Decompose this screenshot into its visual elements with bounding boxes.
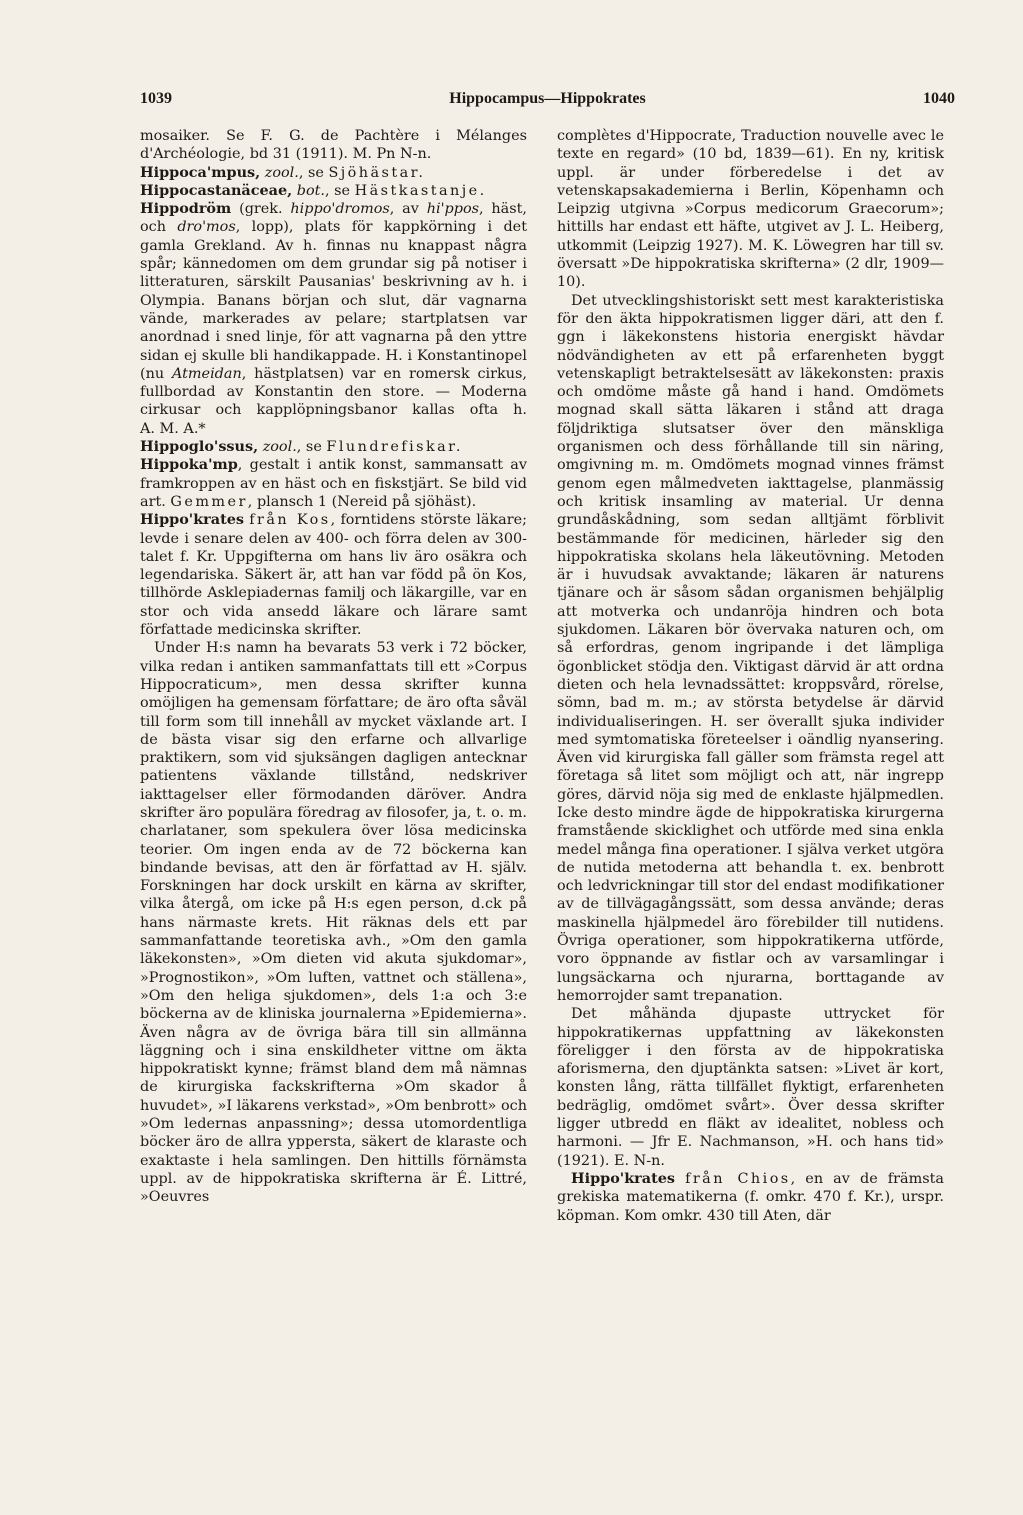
left-column <box>140 127 527 1207</box>
entry-hippokamp: Hippoka'mp, gestalt i antik konst, sammansatt av framkroppen av en häst och en fiskstjärt. Se bild vid art. Gemmer, plansch 1 (Nereid på sjöhäst). <box>140 456 527 510</box>
paragraph: Det utvecklingshistoriskt sett mest karakteristiska för den äkta hippokratismen ligger däri, att den f. ggn i läkekonstens historia energiskt hävdar nödvändigheten av ett på erfarenheten byggt vetenskapligt betraktelsesätt av läkekonsten: praxis och omdöme måste gå hand i hand. Omdömets mognad skall sätta läkaren i stånd att draga följdriktiga slutsatser över den mänskliga organismen och dess förhållande till sin näring, omgivning m. m. Omdömets mognad vinnes främst genom egen målmedveten iakttagelse, planmässig och kritisk insamling av material. Ur denna grundåskådning, som sedan alltjämt förblivit bestämmande för medicinen, härleder sig den hippokratiska skolans hela läkeutövning. Metoden är i huvudsak avvaktande; läkaren är naturens tjänare och är såsom sådan organismen behjälplig att motverka och undanröja hindren och bota sjukdomen. Läkaren bör övervaka naturen och, om så erfordras, genom ingripande i det lämpliga ögonblicket stödja den. Viktigast därvid är att ordna dieten och hela levnadssättet: kroppsvård, rörelse, sömn, bad m. m.; av största betydelse är därvid individualiseringen. H. ser överallt sjuka individer med symtomatiska företeelser i oändlig nyansering. Även vid kirurgiska fall gäller som främsta regel att företaga så litet som möjligt och att, när ingrepp göres, därvid nöja sig med de enklaste hjälpmedlen. Icke desto mindre ägde de hippokratiska kirurgerna framstående skicklighet och utförde med sina enkla medel många fina operationer. I själva verket utgöra de nutida metoderna att behandla t. ex. benbrott och ledvrickningar till stor del endast modifikationer av de tillvägagångssätt, som dessa använde; deras maskinella hjälpmedel äro förebilder till nutidens. Övriga operationer, som hippokratikerna utförde, voro öppnande av fistlar och av varsamlingar i lungsäckarna och njurarna, borttagande av hemorrojder samt trepanation. <box>557 292 944 1004</box>
running-title: Hippocampus—Hippokrates <box>449 90 646 107</box>
headword: Hippoka'mp <box>140 456 238 474</box>
entry-hippoglossus: Hippoglo'ssus, zool., se Flundrefiskar. <box>140 438 463 456</box>
headword: Hippo'krates <box>140 511 244 529</box>
entry-hippokrates-chios: Hippo'krates från Chios, en av de främsta grekiska matematikerna (f. omkr. 470 f. Kr.), urspr. köpman. Kom omkr. 430 till Aten, där <box>557 1169 944 1224</box>
paragraph: Under H:s namn ha bevarats 53 verk i 72 böcker, vilka redan i antiken sammanfattats till ett »Corpus Hippocraticum», men dessa skrifter kunna omöjligen ha gemensam författare; de äro ofta såväl till form som till innehåll av mycket växlande art. I de bästa visar sig den erfarne och allvarlige praktikern, som vid sjuksängen dagligen antecknar patientens växlande tillstånd, nedskriver iakttagelser eller förmodanden däröver. Andra skrifter äro populära föredrag av filosofer, ja, t. o. m. charlataner, som spekulera över lösa medicinska teorier. Om ingen enda av de 72 böckerna kan bindande bevisas, att den är författad av H. själv. Forskningen har dock urskilt en kärna av skrifter, vilka återgå, om icke på H:s egen person, d.ck på hans närmaste krets. Hit räknas dels ett par sammanfattande teoretiska avh., »Om den gamla läkekonsten», »Om dieten vid akuta sjukdomar», »Prognostikon», »Om luften, vattnet och ställena», »Om den heliga sjukdomen», dels 1:a och 3:e böckerna av de kliniska journalerna »Epidemierna». Även några av de övriga bära till sin allmänna läggning och i sina enskildheter vittne om äkta hippokratiskt kynne; främst bland dem må nämnas de kirurgiska fackskrifterna »Om skador å huvudet», »I läkarens verkstad», »Om benbrott» och »Om ledernas anpassning»; dessa utomordentliga böcker äro de allra yppersta, säkert de klaraste och exaktaste i hela samlingen. Den hittills förnämsta uppl. av de hippokratiska skrifterna är É. Littré, »Oeuvres <box>140 640 527 1206</box>
entry-hippodrom: Hippodröm (grek. hippo'dromos, av hi'ppos, häst, och dro'mos, lopp), plats för kappkörning i det gamla Grekland. Av h. finnas nu knappast några spår; kännedomen om dem grundar sig på notiser i litteraturen, särskilt Pausanias' beskrivning av h. i Olympia. Banans början och slut, där vagnarna vände, markerades av pelare; startplatsen var anordnad i sned linje, för att vagnarna på den yttre sidan ej skulle bli handikappade. H. i Konstantinopel (nu Atmeidan, hästplatsen) var en romersk cirkus, fullbordad av Konstantin den store. — Moderna cirkusar och kapplöpningsbanor kallas ofta h. A. M. A.* <box>140 200 527 437</box>
author-signature: A. M. A.* <box>140 420 206 437</box>
page-header <box>140 90 955 114</box>
entry-continuation: mosaiker. Se F. G. de Pachtère i Mélanges d'Archéologie, bd 31 (1911). M. Pn N-n. <box>140 128 527 163</box>
headword: Hippo'krates <box>571 1169 675 1187</box>
entry-hippocampus: Hippoca'mpus, zool., se Sjöhästar. <box>140 163 426 181</box>
right-column <box>557 127 944 1225</box>
cross-reference: Sjöhästar. <box>328 164 426 181</box>
headword: Hippodröm <box>140 200 232 218</box>
cross-reference: Gemmer <box>170 493 248 510</box>
entry-hippokrates-kos: Hippo'krates från Kos, forntidens störste läkare; levde i senare delen av 400- och förra delen av 300-talet f. Kr. Uppgifterna om hans liv äro osäkra och legendariska. Säkert är, att han var född på ön Kos, tillhörde Asklepiadernas familj och läkargille, var en stor och vida ansedd läkare och lärare samt författade medicinska skrifter. <box>140 511 528 639</box>
cross-reference: Hästkastanje. <box>354 182 487 199</box>
entry-hippocastanaceae: Hippocastanäceae, bot., se Hästkastanje. <box>140 181 487 199</box>
paragraph: complètes d'Hippocrate, Traduction nouvelle avec le texte en regard» (10 bd, 1839—61). En ny, kritisk uppl. är under förberedelse i det av vetenskapsakademierna i Berlin, Köpenhamn och Leipzig utgivna »Corpus medicorum Graecorum»; hittills har endast ett häfte, utgivet av J. L. Heiberg, utkommit (Leipzig 1927). M. K. Löwegren har till sv. översatt »De hippokratiska skrifterna» (2 dlr, 1909—10). <box>557 128 944 291</box>
page-number-left: 1039 <box>140 90 172 107</box>
headword: Hippoglo'ssus, <box>140 438 259 456</box>
cross-reference: Flundrefiskar. <box>326 439 463 456</box>
paragraph: Det måhända djupaste uttrycket för hippokratikernas uppfattning av läkekonsten föreligger i den första av de hippokratiska aforismerna, den djuptänkta satsen: »Livet är kort, konsten lång, rätta tillfället flyktigt, erfarenheten bedräglig, omdömet svårt». Över dessa skrifter ligger utbredd en fläkt av idealitet, nobless och harmoni. — Jfr E. Nachmanson, »H. och hans tid» (1921). E. N-n. <box>557 1006 944 1169</box>
headword: Hippocastanäceae, <box>140 181 293 199</box>
page-number-right: 1040 <box>923 90 955 107</box>
author-signature: E. N-n. <box>614 1152 665 1169</box>
headword: Hippoca'mpus, <box>140 163 261 181</box>
